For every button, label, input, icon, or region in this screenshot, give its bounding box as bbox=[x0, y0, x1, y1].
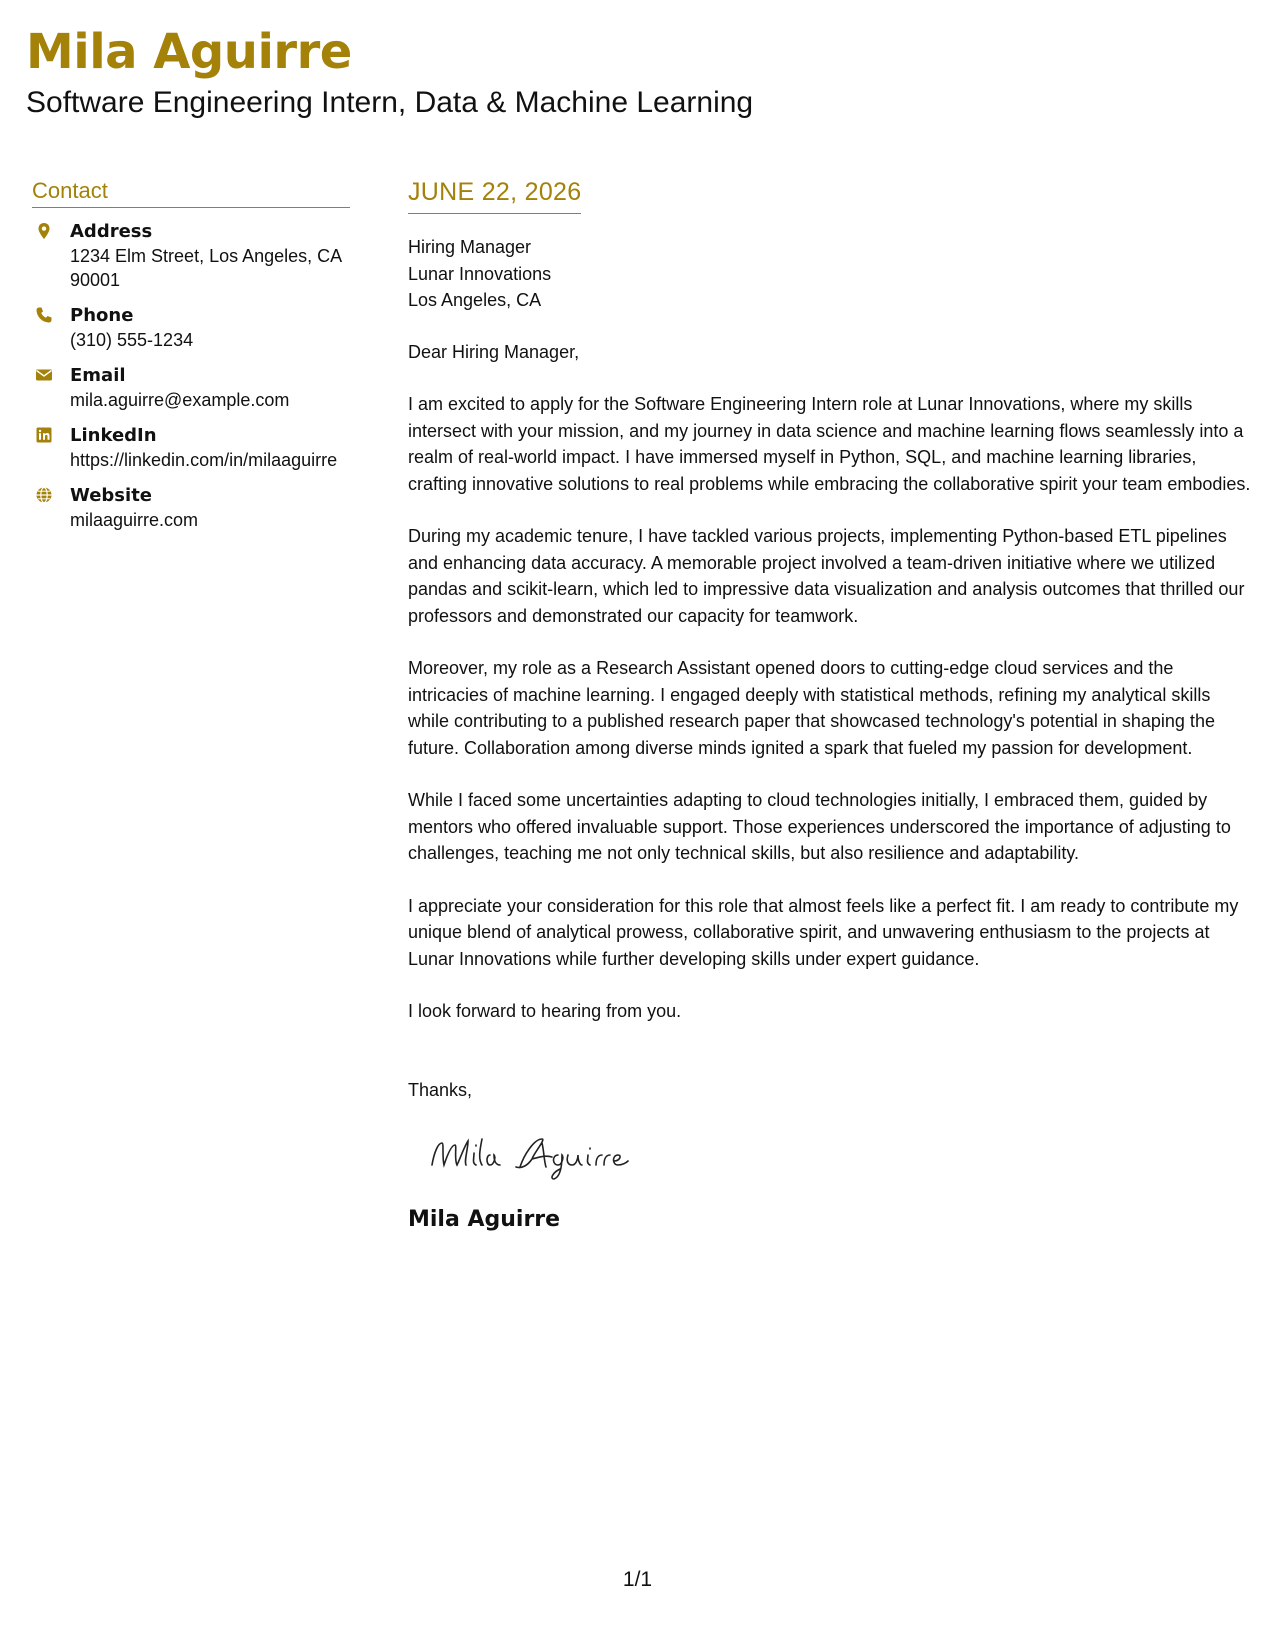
closing: Thanks, bbox=[408, 1079, 473, 1100]
linkedin-value: https://linkedin.com/in/milaaguirre bbox=[70, 450, 338, 470]
applicant-name: Mila Aguirre bbox=[26, 24, 352, 80]
address-value: 1234 Elm Street, Los Angeles, CA 90001 bbox=[70, 246, 342, 290]
contact-linkedin bbox=[32, 424, 350, 472]
page-number: 1/1 bbox=[622, 1568, 653, 1591]
globe-icon bbox=[35, 486, 53, 504]
address-label: Address bbox=[70, 221, 153, 242]
linkedin-icon bbox=[35, 426, 53, 444]
location-pin-icon bbox=[35, 222, 53, 240]
website-value: milaaguirre.com bbox=[70, 510, 199, 530]
contact-email bbox=[32, 364, 350, 412]
applicant-role: Software Engineering Intern, Data & Machine Learning bbox=[26, 86, 754, 119]
contact-heading: Contact bbox=[32, 176, 350, 208]
body-paragraph: While I faced some uncertainties adapting to cloud technologies initially, I embraced them, guided by mentors who offered invaluable support. Those experiences underscored the importance of adjusting to challenges, teaching me not only technical skills, but also resilience and adaptability. bbox=[408, 790, 1231, 863]
phone-value: (310) 555-1234 bbox=[70, 330, 194, 350]
recipient-block bbox=[408, 234, 1253, 314]
linkedin-label: LinkedIn bbox=[70, 425, 157, 446]
email-value: mila.aguirre@example.com bbox=[70, 390, 290, 410]
body-paragraph: During my academic tenure, I have tackled various projects, implementing Python-based ETL pipelines and enhancing data accuracy. A memorable project involved a team-driven initiative where we utilized pandas and scikit-learn, which led to impressive data visualization and analysis outcomes that thrilled our professors and demonstrated our capacity for teamwork. bbox=[408, 526, 1245, 626]
phone-label: Phone bbox=[70, 305, 134, 326]
envelope-icon bbox=[35, 366, 53, 384]
body-paragraph: I look forward to hearing from you. bbox=[408, 1001, 682, 1021]
body-paragraph: I appreciate your consideration for this role that almost feels like a perfect fit. I am ready to contribute my unique blend of analytical prowess, collaborative spirit, and unwavering enthusiasm to the projects at Lunar Innovations while further developing skills under expert guidance. bbox=[408, 895, 1239, 969]
body-paragraph: I am excited to apply for the Software Engineering Intern role at Lunar Innovations, where my skills intersect with your mission, and my journey in data science and machine learning flows seamlessly into a realm of real-world impact. I have immersed myself in Python, SQL, and machine learning libraries, crafting innovative solutions to real problems while embracing the collaborative spirit your team embodies. bbox=[408, 394, 1251, 494]
letter-header bbox=[26, 22, 753, 122]
date-block bbox=[408, 176, 581, 214]
recipient-line: Lunar Innovations bbox=[408, 263, 552, 284]
contact-sidebar bbox=[32, 176, 350, 532]
phone-icon bbox=[35, 306, 53, 324]
contact-address bbox=[32, 220, 350, 292]
recipient-line: Los Angeles, CA bbox=[408, 290, 542, 310]
handwritten-signature bbox=[424, 1125, 664, 1185]
letter-body bbox=[408, 176, 1253, 1234]
contact-phone bbox=[32, 304, 350, 352]
recipient-line: Hiring Manager bbox=[408, 237, 532, 257]
body-paragraph: Moreover, my role as a Research Assistant opened doors to cutting-edge cloud services and the intricacies of machine learning. I engaged deeply with statistical methods, refining my analytical skills while contributing to a published research paper that showcased technology's potential in shaping the future. Collaboration among diverse minds ignited a spark that fueled my passion for development. bbox=[408, 658, 1215, 758]
salutation: Dear Hiring Manager, bbox=[408, 341, 580, 362]
letter-date: JUNE 22, 2026 bbox=[408, 178, 582, 206]
signer-name: Mila Aguirre bbox=[408, 1206, 561, 1232]
email-label: Email bbox=[70, 365, 126, 386]
contact-website bbox=[32, 484, 350, 532]
website-label: Website bbox=[70, 485, 153, 506]
